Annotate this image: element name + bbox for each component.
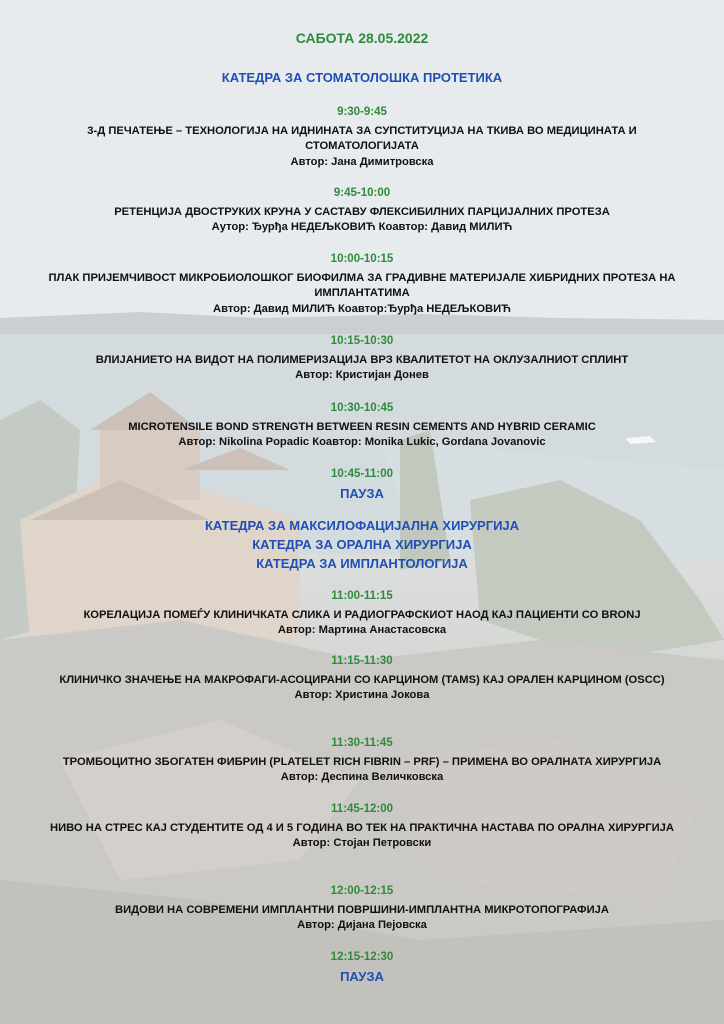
session-item [30, 252, 694, 317]
pause-time: 12:15-12:30 [330, 951, 394, 963]
session-time: 12:00-12:15 [330, 885, 394, 897]
session-time: 10:00-10:15 [330, 253, 394, 265]
pause-label: ПАУЗА [340, 485, 384, 501]
session-item [30, 736, 694, 786]
department-heading: КАТЕДРА ЗА СТОМАТОЛОШКА ПРОТЕТИКА [221, 70, 503, 85]
session-item [30, 401, 694, 451]
pause-label: ПАУЗА [340, 968, 384, 984]
session-title: ВИДОВИ НА СОВРЕМЕНИ ИМПЛАНТНИ ПОВРШИНИ-ИМПЛАНТНА МИКРОТОПОГРАФИЈА [115, 903, 609, 916]
session-time: 10:15-10:30 [330, 335, 394, 347]
department-heading: КАТЕДРА ЗА ИМПЛАНТОЛОГИЈА [256, 556, 468, 571]
department-heading: КАТЕДРА ЗА ОРАЛНА ХИРУРГИЈА [252, 537, 472, 552]
session-title: КЛИНИЧКО ЗНАЧЕЊЕ НА МАКРОФАГИ-АСОЦИРАНИ СО КАРЦИНОМ (TAMS) КАЈ ОРАЛЕН КАРЦИНОМ (OSCC) [59, 673, 665, 686]
session-title: ТРОМБОЦИТНО ЗБОГАТЕН ФИБРИН (PLATELET RICH FIBRIN – PRF) – ПРИМЕНА ВО ОРАЛНАТА ХИРУРГИЈА [62, 755, 662, 768]
session-time: 9:30-9:45 [337, 106, 387, 118]
session-time: 11:00-11:15 [331, 590, 393, 602]
session-author: Автор: Nikolina Popadic Коавтор: Monika Lukic, Gordana Jovanovic [178, 436, 546, 448]
session-title: РЕТЕНЦИЈА ДВОСТРУКИХ КРУНА У САСТАВУ ФЛЕКСИБИЛНИХ ПАРЦИЈАЛНИХ ПРОТЕЗА [114, 205, 610, 218]
session-item [30, 105, 694, 170]
session-author: Автор: Стојан Петровски [292, 837, 432, 849]
session-author: Аутор: Ђурђа НЕДЕЉКОВИЋ Коавтор: Давид МИЛИЋ [211, 221, 513, 233]
session-title: MICROTENSILE BOND STRENGTH BETWEEN RESIN CEMENTS AND HYBRID CERAMIC [128, 420, 596, 433]
session-item [30, 589, 694, 639]
session-title: ПЛАК ПРИЈЕМЧИВОСТ МИКРОБИОЛОШКОГ БИОФИЛМА ЗА ГРАДИВНЕ МАТЕРИЈАЛЕ ХИБРИДНИХ ПРОТЕЗА НА ИМПЛАНТАТИМА [48, 271, 676, 299]
session-item [30, 654, 694, 704]
session-item [30, 884, 694, 934]
session-time: 9:45-10:00 [333, 187, 391, 199]
pause-time: 10:45-11:00 [330, 468, 394, 480]
session-author: Автор: Деспина Величковска [280, 771, 444, 783]
session-title: 3-Д ПЕЧАТЕЊЕ – ТЕХНОЛОГИЈА НА ИДНИНАТА ЗА СУПСТИТУЦИЈА НА ТКИВА ВО МЕДИЦИНАТА И СТОМАТОЛОГИЈАТА [87, 124, 637, 152]
session-author: Автор: Дијана Пејовска [297, 919, 427, 931]
session-item [30, 334, 694, 384]
session-author: Автор: Кристијан Донев [295, 369, 429, 381]
pause-item [30, 950, 694, 984]
session-author: Автор: Христина Јоковa [294, 689, 430, 701]
session-title: НИВО НА СТРЕС КАЈ СТУДЕНТИТЕ ОД 4 И 5 ГОДИНА ВО ТЕК НА ПРАКТИЧНА НАСТАВА ПО ОРАЛНА ХИРУРГИЈА [50, 821, 674, 834]
session-time: 11:15-11:30 [331, 655, 393, 667]
session-item [30, 186, 694, 236]
session-time: 10:30-10:45 [330, 402, 394, 414]
session-time: 11:30-11:45 [331, 737, 393, 749]
department-heading: КАТЕДРА ЗА МАКСИЛОФАЦИЈАЛНА ХИРУРГИЈА [204, 518, 520, 533]
session-item [30, 802, 694, 852]
session-title: ВЛИЈАНИЕТО НА ВИДОТ НА ПОЛИМЕРИЗАЦИЈА ВРЗ КВАЛИТЕТОТ НА ОКЛУЗАЛНИОТ СПЛИНТ [95, 353, 629, 366]
session-time: 11:45-12:00 [330, 803, 394, 815]
session-author: Автор: Мартина Анастасовска [277, 624, 447, 636]
session-title: КОРЕЛАЦИЈА ПОМЕЃУ КЛИНИЧКАТА СЛИКА И РАДИОГРАФСКИОТ НАОД КАЈ ПАЦИЕНТИ СО BRONJ [83, 608, 641, 621]
session-author: Автор: Јана Димитровска [290, 155, 434, 168]
session-author: Автор: Давид МИЛИЋ Коавтор:Ђурђа НЕДЕЉКОВИЋ [213, 302, 511, 315]
date-heading: САБОТА 28.05.2022 [295, 30, 429, 46]
pause-item [30, 467, 694, 501]
